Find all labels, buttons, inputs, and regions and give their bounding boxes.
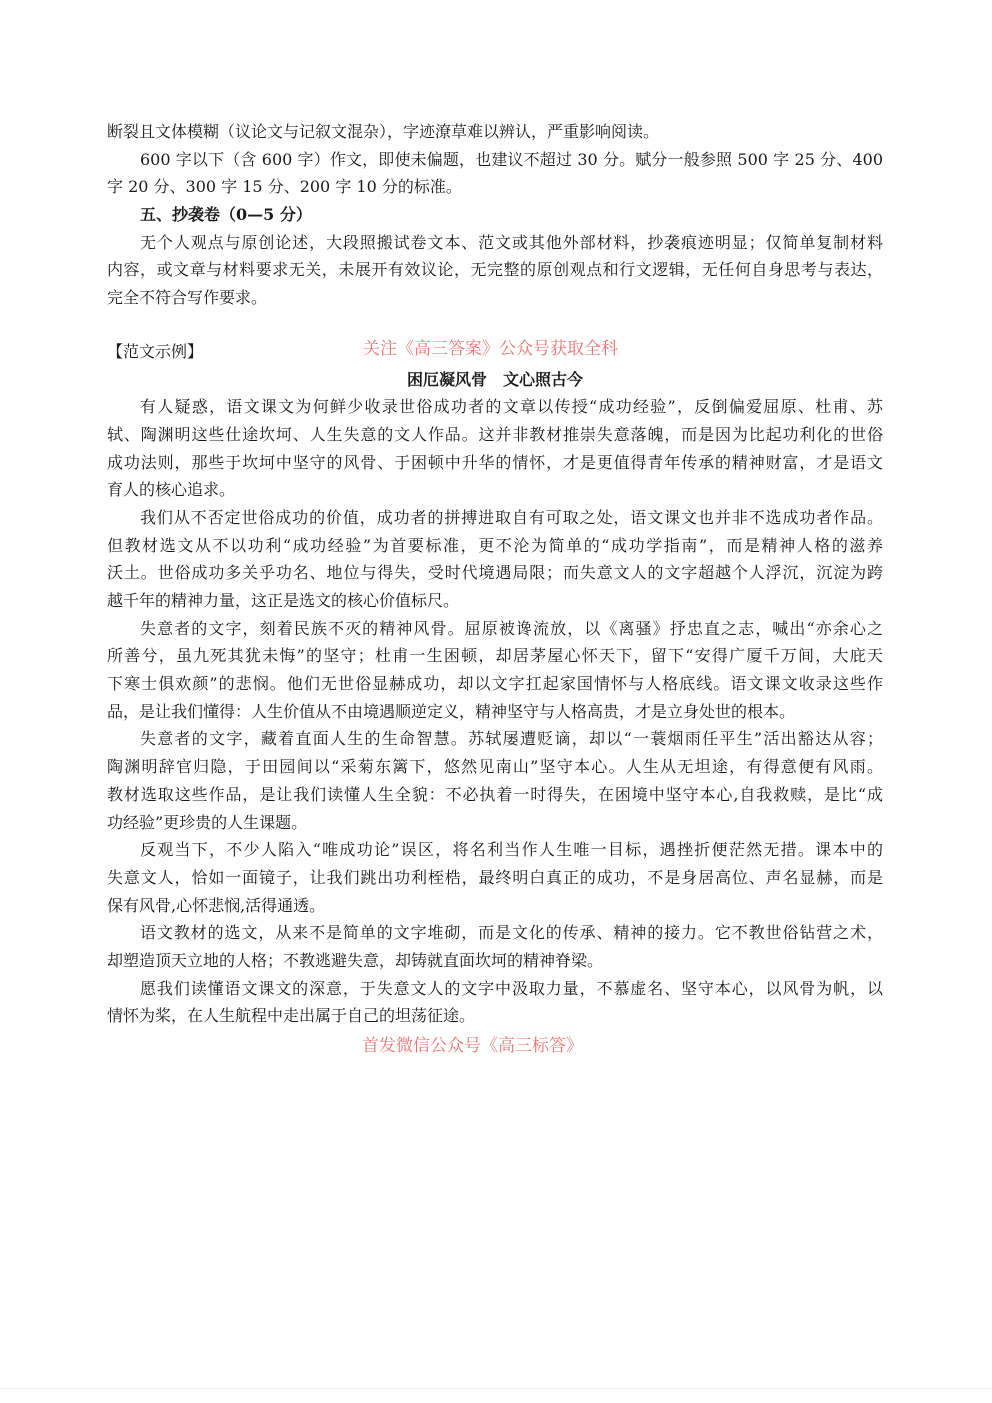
text-line: 有人疑惑，语文课文为何鲜少收录世俗成功者的文章以传授“成功经验”，反倒偏爱屈原、杜甫、苏: [140, 397, 883, 417]
scoring-criteria-section: [107, 118, 883, 312]
essay-title: 困厄凝风骨 文心照古今: [406, 369, 583, 389]
watermark-bottom: 首发微信公众号《高三标答》: [362, 1036, 583, 1056]
example-header: [107, 338, 883, 366]
text-line: 轼、陶渊明这些仕途坎坷、人生失意的文人作品。这并非教材推崇失意落魄，而是因为比起功利化的世俗: [107, 424, 883, 444]
text-line: 我们从不否定世俗成功的价值，成功者的拼搏进取自有可取之处，语文课文也并非不选成功者作品。: [140, 507, 883, 527]
text-line: 功经验”更珍贵的人生课题。: [107, 812, 308, 832]
text-line: 所善兮，虽九死其犹未悔”的坚守；杜甫一生困顿，却居茅屋心怀天下，留下“安得广厦千万间，大庇天: [107, 646, 883, 666]
example-label: 【范文示例】: [107, 341, 204, 361]
text-line: 但教材选文从不以功利“成功经验”为首要标准，更不沦为简单的“成功学指南”，而是精神人格的滋养: [107, 535, 883, 555]
text-line: 失意者的文字，藏着直面人生的生命智慧。苏轼屡遭贬谪，却以“一蓑烟雨任平生”活出豁达从容；: [140, 729, 883, 749]
text-line: 无个人观点与原创论述，大段照搬试卷文本、范文或其他外部材料，抄袭痕迹明显；仅简单复制材料: [140, 232, 883, 252]
text-line: 失意者的文字，刻着民族不灭的精神风骨。屈原被谗流放，以《离骚》抒忠直之志，喊出“亦余心之: [140, 618, 883, 638]
text-line: 断裂且文体模糊（议论文与记叙文混杂），字迹潦草难以辨认，严重影响阅读。: [107, 122, 660, 141]
spacer: [107, 312, 883, 338]
text-line: 愿我们读懂语文课文的深意，于失意文人的文字中汲取力量，不慕虚名、坚守本心，以风骨为帆，以: [140, 978, 883, 998]
page-bottom-edge: [0, 1388, 992, 1389]
text-line: 失意文人，恰如一面镜子，让我们跳出功利桎梏，最终明白真正的成功，不是身居高位、声名显赫，而是: [107, 867, 883, 887]
watermark-top: 关注《高三答案》公众号获取全科: [363, 338, 618, 359]
text-line: 反观当下，不少人陷入“唯成功论”误区，将名利当作人生唯一目标，遇挫折便茫然无措。课本中的: [140, 840, 883, 860]
text-line: 沃土。世俗成功多关乎功名、地位与得失，受时代境遇局限；而失意文人的文字超越个人浮沉，沉淀为跨: [107, 563, 883, 583]
essay-body: [107, 393, 883, 1030]
text-line: 下寒士俱欢颜”的悲悯。他们无世俗显赫成功，却以文字扛起家国情怀与人格底线。语文课文收录这些作: [107, 674, 883, 694]
text-line: 教材选取这些作品，是让我们读懂人生全貌：不必执着一时得失，在困境中坚守本心,自我救赎，是比“成: [107, 784, 883, 804]
text-line: 育人的核心追求。: [107, 480, 236, 500]
text-line: 却塑造顶天立地的人格；不教逃避失意，却铸就直面坎坷的精神脊梁。: [107, 950, 604, 970]
document-page: [107, 118, 883, 1030]
text-line: 情怀为桨，在人生航程中走出属于自己的坦荡征途。: [107, 1006, 476, 1026]
text-line: 完全不符合写作要求。: [107, 288, 268, 308]
text-line: 越千年的精神力量，这正是选文的核心价值标尺。: [107, 591, 460, 610]
text-line: 品，是让我们懂得：人生价值从不由境遇顺逆定义，精神坚守与人格高贵，才是立身处世的根本。: [107, 701, 796, 721]
text-line: 600 字以下（含 600 字）作文，即使未偏题，也建议不超过 30 分。赋分一般参照 500 字 25 分、400: [140, 149, 883, 169]
text-line: 保有风骨,心怀悲悯,活得通透。: [107, 895, 326, 915]
section-heading: 五、抄袭卷（0—5 分）: [140, 205, 312, 225]
text-line: 内容，或文章与材料要求无关，未展开有效议论，无完整的原创观点和行文逻辑，无任何自身思考与表达，: [107, 260, 883, 280]
text-line: 陶渊明辞官归隐，于田园间以“采菊东篱下，悠然见南山”坚守本心。人生从无坦途，有得意便有风雨。: [107, 757, 883, 777]
text-line: 字 20 分、300 字 15 分、200 字 10 分的标准。: [107, 177, 462, 197]
text-line: 语文教材的选文，从来不是简单的文字堆砌，而是文化的传承、精神的接力。它不教世俗钻营之术，: [140, 923, 883, 943]
text-line: 成功法则，那些于坎坷中坚守的风骨、于困顿中升华的情怀，才是更值得青年传承的精神财富，才是语文: [107, 452, 883, 472]
